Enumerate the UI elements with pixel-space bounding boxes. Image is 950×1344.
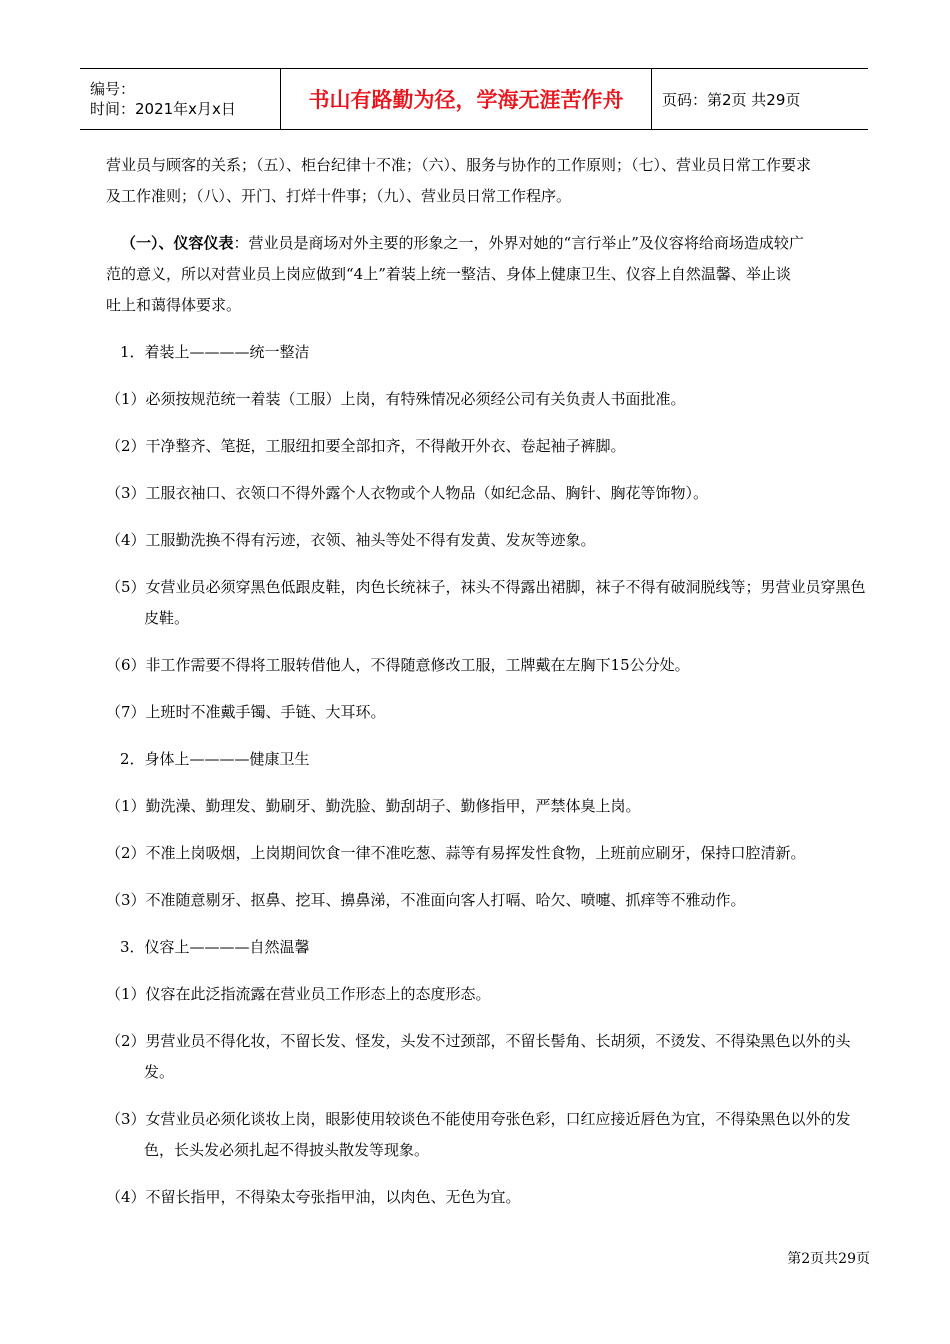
number-label: 编号： [90,80,136,98]
list-item: （1）必须按规范统一着装（工服）上岗，有特殊情况必须经公司有关负责人书面批准。 [106,390,686,408]
time-label: 时间：2021年x月x日 [90,100,236,118]
header-motto [280,69,652,129]
header-meta [80,69,280,129]
list-item: （3）女营业员必须化谈妆上岗，眼影使用较谈色不能使用夸张色彩，口红应接近唇色为宜，不得染黑色以外的发色，长头发必须扎起不得披头散发等现象。 [106,1110,851,1159]
list-item: （2）男营业员不得化妆，不留长发、怪发，头发不过颈部，不留长髻角、长胡须，不烫发、不得染黑色以外的头发。 [106,1032,851,1081]
part2-heading: 2．身体上————健康卫生 [120,750,310,768]
page-header [80,68,868,130]
part1-heading: 1．着装上————统一整洁 [120,343,310,361]
list-item: （7）上班时不准戴手镯、手链、大耳环。 [106,703,386,721]
document-body [106,150,878,1213]
intro-line-2: 及工作准则；（八）、开门、打烊十件事；（九）、营业员日常工作程序。 [106,187,572,205]
page-footer: 第2页共29页 [787,1251,870,1267]
section1-text-2: 范的意义，所以对营业员上岗应做到“4上”着装上统一整洁、身体上健康卫生、仪容上自然温馨、举止谈 [106,265,791,283]
list-item: （2）干净整齐、笔挺，工服纽扣要全部扣齐，不得敞开外衣、卷起袖子裤脚。 [106,437,626,455]
list-item: （4）不留长指甲，不得染太夸张指甲油，以肉色、无色为宜。 [106,1188,521,1206]
list-item: （4）工服勤洗换不得有污迹，衣领、袖头等处不得有发黄、发灰等迹象。 [106,531,596,549]
section1-title: （一）、仪容仪表 [121,234,234,252]
page-label: 页码：第2页 共29页 [662,90,801,109]
header-page [652,69,868,129]
list-item: （1）仪容在此泛指流露在营业员工作形态上的态度形态。 [106,985,491,1003]
section1-text-3: 吐上和蔼得体要求。 [106,296,242,314]
part3-heading: 3．仪容上————自然温馨 [120,938,310,956]
section1-text-1: 营业员是商场对外主要的形象之一，外界对她的“言行举止”及仪容将给商场造成较广 [248,234,804,252]
motto-text: 书山有路勤为径，学海无涯苦作舟 [308,88,624,112]
list-item: （2）不准上岗吸烟，上岗期间饮食一律不准吃葱、蒜等有易挥发性食物，上班前应刷牙，保持口腔清新。 [106,844,806,862]
list-item: （5）女营业员必须穿黑色低跟皮鞋，肉色长统袜子，袜头不得露出裙脚，袜子不得有破洞脱线等；男营业员穿黑色皮鞋。 [106,578,866,627]
list-item: （1）勤洗澡、勤理发、勤刷牙、勤洗脸、勤刮胡子、勤修指甲，严禁体臭上岗。 [106,797,641,815]
section1-colon: ： [233,234,249,252]
list-item: （3）工服衣袖口、衣领口不得外露个人衣物或个人物品（如纪念品、胸针、胸花等饰物）。 [106,484,709,502]
list-item: （6）非工作需要不得将工服转借他人，不得随意修改工服，工牌戴在左胸下15公分处。 [106,656,690,674]
list-item: （3）不准随意剔牙、抠鼻、挖耳、擤鼻涕，不准面向客人打嗝、哈欠、喷嚏、抓痒等不雅动作。 [106,891,746,909]
intro-line-1: 营业员与顾客的关系；（五）、柜台纪律十不准；（六）、服务与协作的工作原则；（七）、营业员日常工作要求 [106,156,812,174]
section1-paragraph [106,228,878,259]
